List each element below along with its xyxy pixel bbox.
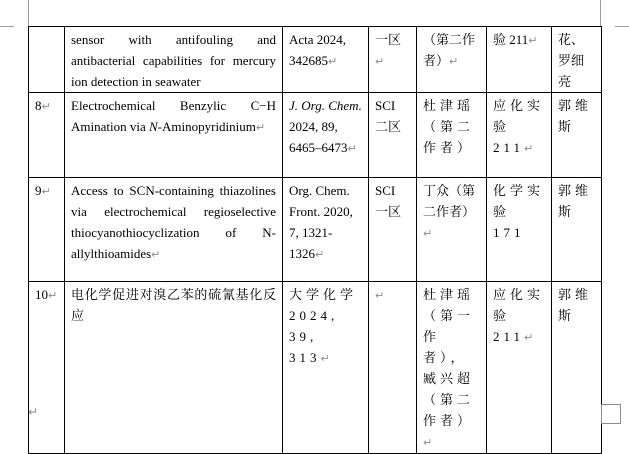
supervisor-cell[interactable]: 郭维斯 (552, 178, 602, 282)
title-cell[interactable]: Access to SCN-containing thiazolines via electrochemical regioselective thiocyanothiocyclization of N-allylthioamides↵ (65, 178, 283, 282)
journal-cell[interactable]: J. Org. Chem. 2024, 89, 6465–6473↵ (283, 93, 369, 178)
margin-corner-top-left-h (0, 26, 14, 27)
rank-cell[interactable]: ↵ (369, 282, 417, 454)
author-cell[interactable]: （第二作者）↵ (417, 27, 487, 93)
lab-cell[interactable]: 应化实验 211↵ (487, 93, 552, 178)
row-number-cell[interactable] (29, 27, 65, 93)
supervisor-cell[interactable]: 郭维斯 (552, 282, 602, 454)
supervisor-cell[interactable]: 花、罗细亮 (552, 27, 602, 93)
journal-cell[interactable]: Org. Chem. Front. 2020, 7, 1321-1326↵ (283, 178, 369, 282)
row-number-cell[interactable]: 8↵ (29, 93, 65, 178)
lab-cell[interactable]: 应化实验 211↵ (487, 282, 552, 454)
rank-cell[interactable]: 一区↵ (369, 27, 417, 93)
author-cell[interactable]: 丁众（第二作者）↵ (417, 178, 487, 282)
row-number-cell[interactable]: 9↵ (29, 178, 65, 282)
author-cell[interactable]: 杜津瑶（第二作者） (417, 93, 487, 178)
journal-cell[interactable]: Acta 2024, 342685↵ (283, 27, 369, 93)
rank-cell[interactable]: SCI 二区 (369, 93, 417, 178)
margin-corner-top-right (600, 0, 615, 26)
publications-table (28, 26, 602, 454)
author-cell[interactable]: 杜津瑶（第一作者），臧兴超（第二作者）↵ (417, 282, 487, 454)
title-cell[interactable]: Electrochemical Benzylic C−H Amination via N-Aminopyridinium↵ (65, 93, 283, 178)
rank-cell[interactable]: SCI 一区 (369, 178, 417, 282)
title-cell[interactable]: sensor with antifouling and antibacterial capabilities for mercury ion detection in seawater (65, 27, 283, 93)
table-row (29, 178, 602, 282)
lab-cell[interactable]: 验 211↵ (487, 27, 552, 93)
table-resize-handle[interactable] (601, 404, 621, 424)
row-number-cell[interactable]: 10↵ (29, 282, 65, 454)
table-row (29, 282, 602, 454)
title-cell[interactable]: 电化学促进对溴乙苯的硫氰基化反应 (65, 282, 283, 454)
table-row (29, 27, 602, 93)
margin-corner-top-right-h (615, 26, 629, 27)
lab-cell[interactable]: 化学实验 171 (487, 178, 552, 282)
journal-cell[interactable]: 大学化学 2024, 39, 313↵ (283, 282, 369, 454)
table-row (29, 93, 602, 178)
margin-corner-top-left (14, 0, 29, 26)
paragraph-mark: ↵ (28, 405, 39, 419)
supervisor-cell[interactable]: 郭维斯 (552, 93, 602, 178)
